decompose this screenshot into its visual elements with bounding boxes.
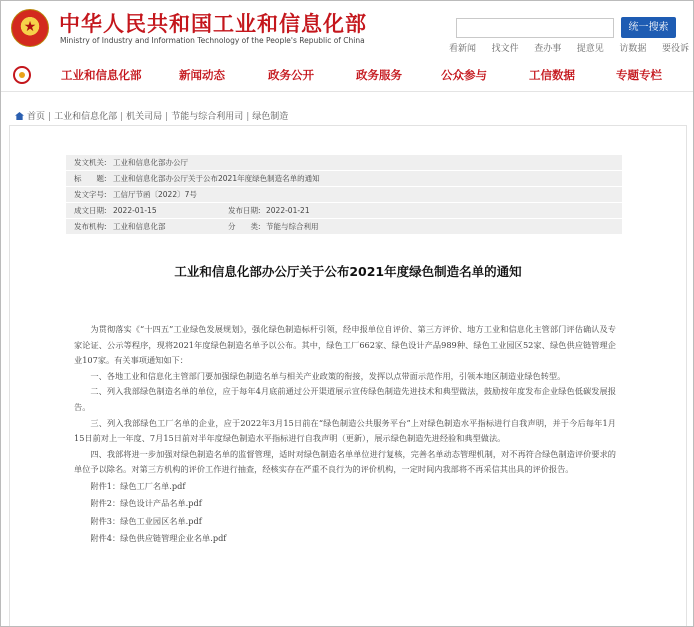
- breadcrumb-home-icon: [15, 112, 24, 120]
- national-emblem-icon[interactable]: ★: [11, 9, 49, 47]
- attachment-link-1[interactable]: 附件1：绿色工厂名单.pdf: [90, 480, 186, 491]
- paragraph-item-1: 一、各地工业和信息化主管部门要加强绿色制造名单与相关产业政策的衔接，发挥以点带面示范作用，引领本地区制造业绿色转型。: [90, 370, 566, 381]
- nav-item-services[interactable]: 政务服务: [356, 68, 402, 82]
- nav-item-gov-affairs[interactable]: 政务公开: [268, 68, 314, 82]
- search-input[interactable]: [456, 18, 614, 38]
- quick-link-services[interactable]: 查办事: [534, 44, 562, 54]
- meta-row-doc-no: 发文字号: 工信厅节函〔2022〕7号: [66, 187, 622, 202]
- paragraph-item-2: 二、列入我部绿色制造名单的单位，应于每年4月底前通过公开渠道展示宣传绿色制造先进技术和典型做法，鼓励按年度发布企业绿色低碳发展报告。: [74, 386, 616, 412]
- nav-item-topics[interactable]: 专题专栏: [616, 68, 662, 82]
- nav-item-data[interactable]: 工信数据: [529, 68, 575, 82]
- main-nav: [1, 61, 693, 92]
- breadcrumb-home[interactable]: 首页: [27, 112, 46, 122]
- meta-row-dates: 成文日期: 2022-01-15 发布日期: 2022-01-21: [66, 203, 622, 218]
- site-subtitle: Ministry of Industry and Information Technology of the People's Republic of China: [60, 36, 365, 45]
- breadcrumb-miit[interactable]: 工业和信息化部: [54, 112, 118, 122]
- quick-link-complaints[interactable]: 要役诉: [661, 44, 689, 54]
- paragraph-item-4: 四、我部将进一步加强对绿色制造名单的监督管理，适时对绿色制造名单单位进行复核，完善名单动态管理机制，对不再符合绿色制造评价要求的单位予以除名。对第三方机构的评价工作进行抽查，经核实存在严重不良行为的评价机构，一定时间内我部将不再采信其出具的评价报告。: [74, 448, 616, 475]
- nav-item-news[interactable]: 新闻动态: [179, 68, 225, 82]
- paragraph-item-3: 三、列入我部绿色工厂名单的企业，应于2022年3月15日前在“绿色制造公共服务平台”上对绿色制造水平指标进行自我声明，并于今后每年1月15日前对上一年度、7月15日前对半年度绿色制造水平指标进行自我声明（更新），展示绿色制造先进经验和典型做法。: [74, 417, 616, 444]
- document-metadata: [66, 155, 622, 235]
- quick-link-news[interactable]: 看新闻: [449, 44, 477, 54]
- quick-link-files[interactable]: 找文件: [491, 44, 519, 54]
- quick-link-feedback[interactable]: 提意见: [576, 44, 604, 54]
- nav-item-miit[interactable]: 工业和信息化部: [61, 68, 142, 82]
- attachment-link-3[interactable]: 附件3：绿色工业园区名单.pdf: [90, 515, 202, 526]
- quick-link-data[interactable]: 访数据: [619, 44, 647, 54]
- attachment-link-4[interactable]: 附件4：绿色供应链管理企业名单.pdf: [90, 533, 227, 544]
- quick-links: [449, 41, 689, 54]
- paragraph-intro: 为贯彻落实《“十四五”工业绿色发展规划》，强化绿色制造标杆引领，经申报单位自评价、第三方评价、地方工业和信息化主管部门评估确认及专家论证、公示等程序，现将2021年度绿色制造名单予以公布。其中，绿色工厂662家、绿色设计产品989种、绿色工业园区52家、绿色供应链管理企业107家。有关事项通知如下：: [74, 324, 616, 366]
- attachment-link-2[interactable]: 附件2：绿色设计产品名单.pdf: [90, 498, 202, 509]
- site-header: [1, 1, 693, 59]
- home-icon[interactable]: [13, 66, 31, 84]
- meta-row-title: 标 题: 工业和信息化部办公厅关于公布2021年度绿色制造名单的通知: [66, 171, 622, 186]
- search-button[interactable]: 统一搜索: [621, 17, 676, 38]
- document-body: [74, 322, 616, 548]
- article-container: [9, 125, 687, 627]
- breadcrumb-green-manufacturing[interactable]: 绿色制造: [252, 112, 289, 122]
- document-title: 工业和信息化部办公厅关于公布2021年度绿色制造名单的通知: [174, 264, 522, 279]
- site-title[interactable]: 中华人民共和国工业和信息化部: [59, 11, 367, 36]
- nav-item-participation[interactable]: 公众参与: [441, 68, 487, 82]
- breadcrumb: 首页 | 工业和信息化部 | 机关司局 | 节能与综合利用司 | 绿色制造: [15, 109, 288, 122]
- breadcrumb-energy-dept[interactable]: 节能与综合利用司: [171, 112, 244, 122]
- breadcrumb-departments[interactable]: 机关司局: [126, 112, 163, 122]
- meta-row-issuer: 发文机关: 工业和信息化部办公厅: [66, 155, 622, 170]
- meta-row-org: 发布机构: 工业和信息化部 分 类: 节能与综合利用: [66, 219, 622, 234]
